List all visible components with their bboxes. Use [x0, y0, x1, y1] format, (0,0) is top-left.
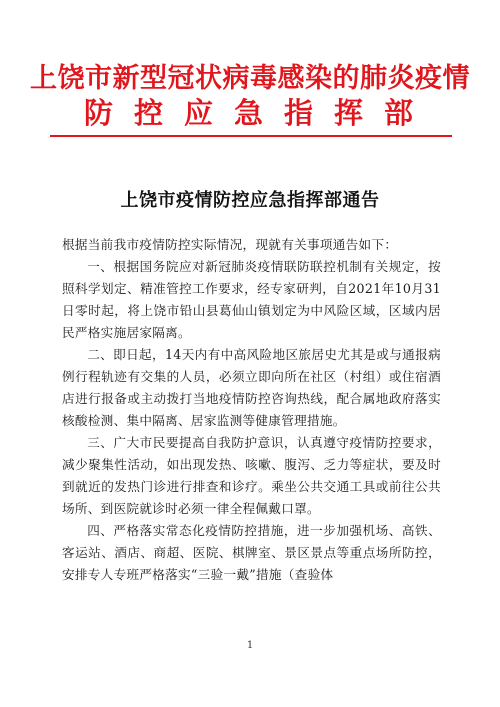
notice-paragraph-2: 二、即日起，14天内有中高风险地区旅居史尤其是或与通报病例行程轨迹有交集的人员，必须立即向所在社区（村组）或住宿酒店进行报备或主动拨打当地疫情防控咨询热线，配合属地政府落实核酸检测、集中隔离、居家监测等健康管理措施。: [62, 347, 441, 428]
page-number: 1: [246, 640, 254, 651]
notice-title: 上饶市疫情防控应急指挥部通告: [120, 190, 380, 211]
notice-paragraph-1: 一、根据国务院应对新冠肺炎疫情联防联控机制有关规定，按照科学划定、精准管控工作要求，经专家研判，自2021年10月31日零时起，将上饶市铅山县葛仙山镇划定为中风险区域，区域内居民严格实施居家隔离。: [62, 259, 441, 340]
notice-body: [62, 234, 441, 586]
notice-paragraph-4: 四、严格落实常态化疫情防控措施，进一步加强机场、高铁、客运站、酒店、商超、医院、棋牌室、景区景点等重点场所防控，安排专人专班严格落实“三验一戴”措施（查验体: [62, 523, 441, 582]
notice-intro: 根据当前我市疫情防控实际情况，现就有关事项通告如下：: [62, 237, 398, 252]
notice-paragraph-3: 三、广大市民要提高自我防护意识，认真遵守疫情防控要求，减少聚集性活动，如出现发热、咳嗽、腹泻、乏力等症状，要及时到就近的发热门诊进行排查和诊疗。乘坐公共交通工具或前往公共场所、到医院就诊时必须一律全程佩戴口罩。: [62, 435, 441, 516]
red-divider-rule: [50, 135, 452, 137]
masthead-title-line2: 防控应急指挥部: [83, 96, 434, 130]
masthead-title-line1: 上饶市新型冠状病毒感染的肺炎疫情: [30, 63, 470, 94]
